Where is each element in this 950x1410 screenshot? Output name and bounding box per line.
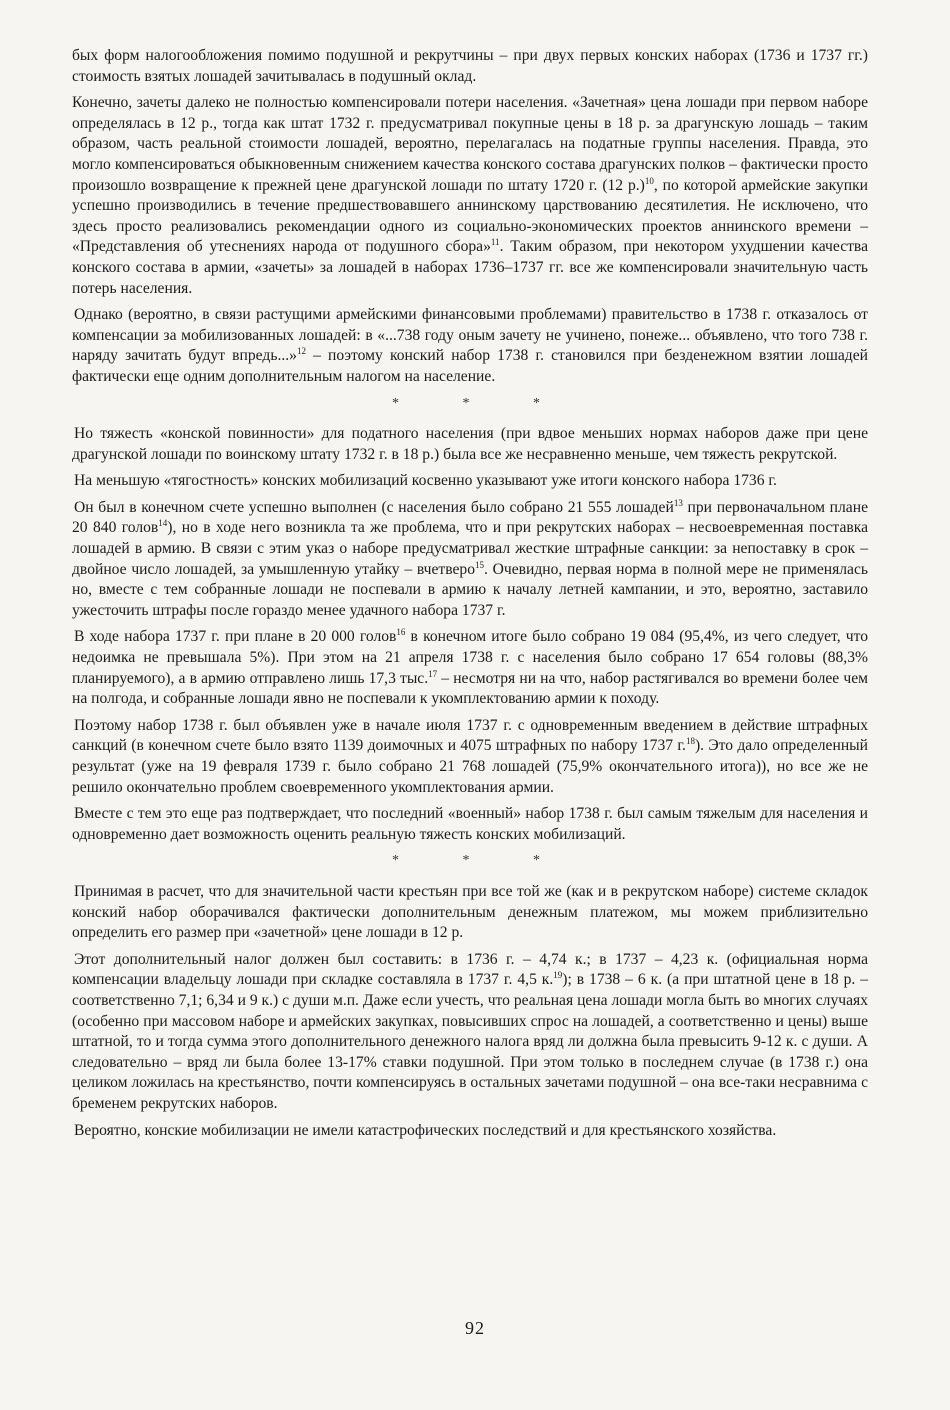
- paragraph: [72, 498, 868, 622]
- paragraph-text: . Очевидно, первая норма в полной мере не применялась но, вместе с тем собранные лошади не поспевали в армию к началу летней кампании, и это, вероятно, заставило ужесточить штрафы после гораздо менее удачного набора 1737 г.: [72, 560, 868, 619]
- paragraph: [72, 471, 868, 492]
- paragraph: [72, 93, 868, 299]
- paragraph-text: ), но в ходе него возникла та же проблема, что и при рекрутских наборах – несвоевременная поставка лошадей в армию. В связи с этим указ о наборе предусматривал жесткие штрафные санкции: за непоставку в срок – двойное число лошадей, за умышленную утайку – вчетверо: [72, 519, 868, 578]
- paragraph-text: ). Это дало определенный результат (уже на 19 февраля 1739 г. было собрано 21 768 лошадей (75,9% окончательного итога)), но все же не решило окончательно проблем своевременного укомплектования армии.: [72, 737, 868, 796]
- paragraph-text: бых форм налогообложения помимо подушной и рекрутчины – при двух первых конских наборах (1736 и 1737 гг.) стоимость взятых лошадей зачитывалась в подушный оклад.: [72, 47, 868, 85]
- footnote-ref: 13: [673, 497, 683, 508]
- paragraph-text: Поэтому набор 1738 г. был объявлен уже в начале июля 1737 г. с одновременным введением в действие штрафных санкций (в конечном счете было взято 1139 доимочных и 4075 штрафных по набору 1737 г.: [72, 716, 868, 755]
- footnote-ref: 10: [644, 175, 654, 186]
- paragraph: [72, 46, 868, 87]
- paragraph: [72, 716, 868, 798]
- paragraph-text: Он был в конечном счете успешно выполнен (с населения было собрано 21 555 лошадей: [74, 498, 674, 516]
- paragraph-text: . Таким образом, при некотором ухудшении качества конского состава в армии, «зачеты» за лошадей в наборах 1736–1737 гг. все же компенсировали значительную часть потерь населения.: [72, 238, 869, 297]
- body-text: [72, 46, 868, 1141]
- paragraph-text: ); в 1738 – 6 к. (а при штатной цене в 18 р. – соответственно 7,1; 6,34 и 9 к.) с души м.п. Даже если учесть, что реальная цена лошади могла быть во многих случаях (особенно при массовом наборе и армейских закупках, повысивших спрос на лошадей, а соответственно и цены) выше штатной, то и тогда сумма этого дополнительного денежного налога вряд ли должна была превысить 9-12 к. с души. А следовательно – вряд ли была более 13-17% ставки подушной. При этом только в последнем случае (в 1738 г.) она целиком ложилась на крестьянство, почти компенсируясь в остальных зачетами подушной – она все-таки несравнима с бременем рекрутских наборов.: [72, 971, 868, 1112]
- paragraph-text: Вероятно, конские мобилизации не имели катастрофических последствий и для крестьянского хозяйства.: [74, 1121, 777, 1139]
- paragraph: [72, 1121, 868, 1142]
- footnote-ref: 19: [553, 970, 563, 981]
- paragraph: [72, 804, 868, 845]
- footnote-ref: 11: [490, 237, 500, 248]
- footnote-ref: 16: [396, 627, 406, 638]
- footnote-ref: 18: [685, 736, 695, 747]
- footnote-ref: 14: [158, 518, 168, 529]
- page-number: 92: [465, 1318, 485, 1338]
- section-separator: * * *: [392, 395, 570, 411]
- footnote-ref: 17: [428, 668, 438, 679]
- paragraph-text: Конечно, зачеты далеко не полностью компенсировали потери населения. «Зачетная» цена лошади при первом наборе определялась в 12 р., тогда как штат 1732 г. предусматривал покупные цены в 18 р. за драгунскую лошадь – таким образом, часть реальной стоимости лошадей, вероятно, перелагалась на податные группы населения. Правда, это могло компенсироваться обыкновенным снижением качества конского состава драгунских полков – фактически просто произошло возвращение к прежней цене драгунской лошади по штату 1720 г. (12 р.): [72, 94, 868, 194]
- footnote-ref: 15: [475, 559, 484, 570]
- paragraph-text: – поэтому конский набор 1738 г. становился при безденежном взятии лошадей фактически еще одним дополнительным налогом на население.: [72, 347, 868, 385]
- paragraph-text: В ходе набора 1737 г. при плане в 20 000 голов: [74, 628, 397, 646]
- paragraph-text: Вместе с тем это еще раз подтверждает, что последний «военный» набор 1738 г. был самым тяжелым для населения и одновременно дает возможность оценить реальную тяжесть конских мобилизаций.: [72, 805, 868, 843]
- paragraph-text: , по которой армейские закупки успешно производились в течение предшествовавшего аннинскому царствованию десятилетия. Не исключено, что здесь просто реализовались рекомендации одного из социально-экономических проектов аннинского времени – «Представления об утеснениях народа от подушного сбора»: [72, 176, 868, 256]
- paragraph-text: в конечном итоге было собрано 19 084 (95,4%, из чего следует, что недоимка не превышала 5%). При этом на 21 апреля 1738 г. с населения было собрано 17 654 головы (88,3% планируемого), а в армию отправлено лишь 17,3 тыс.: [72, 628, 868, 687]
- paragraph-text: На меньшую «тягостность» конских мобилизаций косвенно указывают уже итоги конского набора 1736 г.: [74, 472, 777, 490]
- paragraph: [72, 424, 868, 465]
- paragraph-text: при первоначальном плане 20 840 голов: [72, 498, 868, 537]
- footnote-ref: 12: [296, 346, 306, 357]
- paragraph-text: – несмотря ни на что, набор растягивался во времени более чем на полгода, и собранные лошади явно не поспевали к укомплектованию армии к походу.: [72, 669, 869, 708]
- section-separator: * * *: [392, 853, 570, 869]
- paragraph-text: Но тяжесть «конской повинности» для податного населения (при вдвое меньших нормах наборов даже при цене драгунской лошади по воинскому штату 1732 г. в 18 р.) была все же несравненно меньше, чем тяжесть рекрутской.: [72, 425, 868, 463]
- paragraph: [72, 305, 868, 387]
- paragraph-text: Принимая в расчет, что для значительной части крестьян при все той же (как и в рекрутском наборе) системе складок конский набор оборачивался фактически дополнительным денежным платежом, мы можем приблизительно определить его размер при «зачетной» цене лошади в 12 р.: [72, 882, 868, 942]
- paragraph-text: Этот дополнительный налог должен был составить: в 1736 г. – 4,74 к.; в 1737 – 4,23 к. (официальная норма компенсации владельцу лошади при складке составляла в 1737 г. 4,5 к.: [72, 950, 868, 989]
- paragraph-text: Однако (вероятно, в связи растущими армейскими финансовыми проблемами) правительство в 1738 г. отказалось от компенсации за мобилизованных лошадей: в «...738 году оным зачету не учинено, понеже... объявлено, что того 738 г. наряду зачитать будут впредь...»: [72, 306, 868, 365]
- paragraph: [72, 627, 868, 709]
- paragraph: [72, 882, 868, 944]
- paragraph: [72, 950, 868, 1115]
